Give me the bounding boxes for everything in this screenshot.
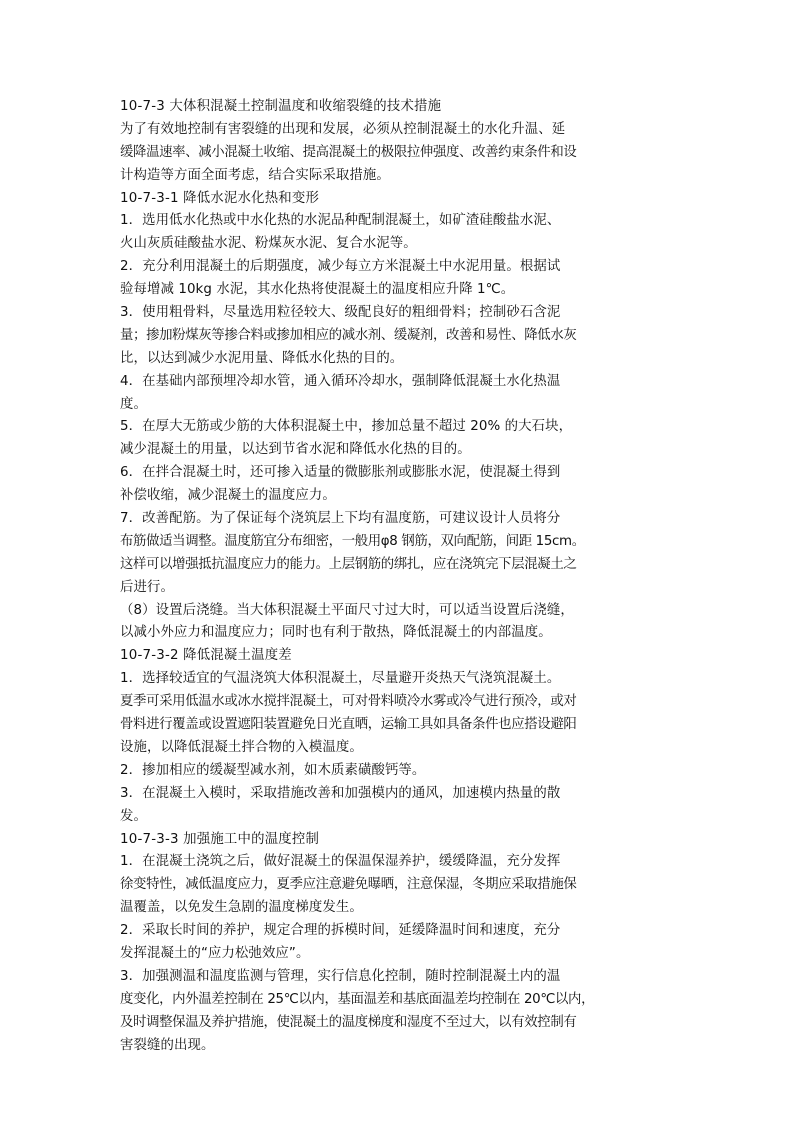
text-line: 度变化，内外温差控制在 25℃以内，基面温差和基底面温差均控制在 20℃以内， [120, 991, 595, 1007]
text-line: 发。 [120, 808, 147, 824]
text-line: 3．使用粗骨料，尽量选用粒径较大、级配良好的粗细骨料；控制砂石含泥 [120, 305, 561, 321]
text-line: 3．加强测温和温度监测与管理，实行信息化控制，随时控制混凝土内的温 [120, 968, 561, 984]
text-line: 1．选择较适宜的气温浇筑大体积混凝土，尽量避开炎热天气浇筑混凝土。 [120, 671, 561, 687]
text-line: 害裂缝的出现。 [120, 1037, 215, 1053]
text-line: 比，以达到减少水泥用量、降低水化热的目的。 [120, 350, 404, 366]
subsection-heading: 10-7-3-3 加强施工中的温度控制 [120, 831, 320, 847]
text-line: 度。 [120, 396, 147, 412]
text-line: 徐变特性，减低温度应力，夏季应注意避免曝晒，注意保湿，冬期应采取措施保 [120, 877, 577, 893]
text-line: 2．掺加相应的缓凝型减水剂，如木质素磺酸钙等。 [120, 762, 426, 778]
text-line: 设施，以降低混凝土拌合物的入模温度。 [120, 739, 363, 755]
text-line: 2．采取长时间的养护，规定合理的拆模时间，延缓降温时间和速度，充分 [120, 923, 561, 939]
text-line: 5．在厚大无筋或少筋的大体积混凝土中，掺加总量不超过 20% 的大石块， [120, 419, 573, 435]
text-line: 缓降温速率、减小混凝土收缩、提高混凝土的极限拉伸强度、改善约束条件和设 [120, 144, 577, 160]
text-line: 1．在混凝土浇筑之后，做好混凝土的保温保湿养护，缓缓降温，充分发挥 [120, 854, 561, 870]
text-line: 6．在拌合混凝土时，还可掺入适量的微膨胀剂或膨胀水泥，使混凝土得到 [120, 465, 561, 481]
text-line: 4．在基础内部预埋冷却水管，通入循环冷却水，强制降低混凝土水化热温 [120, 373, 561, 389]
text-line: 火山灰质硅酸盐水泥、粉煤灰水泥、复合水泥等。 [120, 236, 417, 252]
section-heading: 10-7-3 大体积混凝土控制温度和收缩裂缝的技术措施 [120, 99, 442, 114]
text-line: 补偿收缩，减少混凝土的温度应力。 [120, 488, 336, 504]
text-line: 7．改善配筋。为了保证每个浇筑层上下均有温度筋，可建议设计人员将分 [120, 511, 561, 527]
text-line: 这样可以增强抵抗温度应力的能力。上层钢筋的绑扎，应在浇筑完下层混凝土之 [120, 556, 577, 572]
text-line: 为了有效地控制有害裂缝的出现和发展，必须从控制混凝土的水化升温、延 [120, 121, 566, 137]
text-line: 量；掺加粉煤灰等掺合料或掺加相应的减水剂、缓凝剂，改善和易性、降低水灰 [120, 327, 577, 343]
text-line: 减少混凝土的用量，以达到节省水泥和降低水化热的目的。 [120, 442, 471, 458]
text-line: 验每增减 10kg 水泥，其水化热将使混凝土的温度相应升降 1℃。 [120, 282, 515, 298]
text-line: 骨料进行覆盖或设置遮阳装置避免日光直晒，运输工具如具备条件也应搭设避阳 [120, 717, 577, 733]
text-line: 2．充分利用混凝土的后期强度，减少每立方米混凝土中水泥用量。根据试 [120, 259, 561, 275]
text-line: 3．在混凝土入模时，采取措施改善和加强模内的通风，加速模内热量的散 [120, 785, 561, 801]
subsection-heading: 10-7-3-2 降低混凝土温度差 [120, 648, 292, 664]
text-line: 夏季可采用低温水或冰水搅拌混凝土，可对骨料喷冷水雾或冷气进行预冷，或对 [120, 694, 577, 710]
text-line: 温覆盖，以免发生急剧的温度梯度发生。 [120, 900, 363, 916]
text-line: 发挥混凝土的“应力松弛效应”。 [120, 945, 310, 961]
text-line: 1．选用低水化热或中水化热的水泥品种配制混凝土，如矿渣硅酸盐水泥、 [120, 213, 561, 229]
document-body [120, 96, 680, 1057]
subsection-heading: 10-7-3-1 降低水泥水化热和变形 [120, 190, 320, 206]
text-line: 及时调整保温及养护措施，使混凝土的温度梯度和湿度不至过大，以有效控制有 [120, 1014, 577, 1030]
text-line: （8）设置后浇缝。当大体积混凝土平面尺寸过大时，可以适当设置后浇缝， [120, 602, 574, 618]
text-line: 布筋做适当调整。温度筋宜分布细密，一般用φ8 钢筋，双向配筋，间距 15cm。 [120, 533, 585, 549]
text-line: 后进行。 [120, 579, 174, 595]
text-line: 以减小外应力和温度应力；同时也有利于散热，降低混凝土的内部温度。 [120, 625, 552, 641]
text-line: 计构造等方面全面考虑，结合实际采取措施。 [120, 167, 390, 183]
